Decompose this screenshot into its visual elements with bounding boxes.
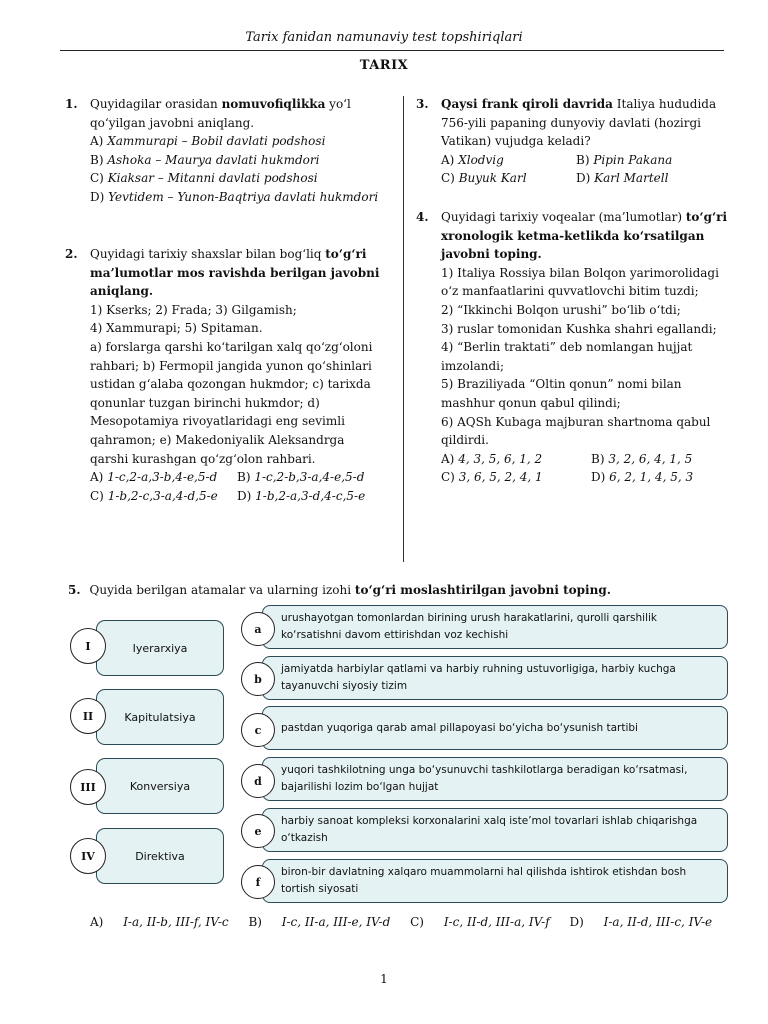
- definition-text: biron-bir davlatning xalqaro muammolarni hal qilishda ishtirok etishdan bosh tortish siyosati: [281, 866, 687, 895]
- definition-text: yuqori tashkilotning unga bo‘ysunuvchi tashkilotlarga beradigan ko‘rsatmasi, bajarilishi lozim bo‘lgan hujjat: [281, 764, 688, 793]
- option-list: [90, 132, 380, 206]
- stem-text: yo‘l qo‘yilgan javobni aniqlang.: [90, 97, 351, 130]
- option-d[interactable]: [591, 468, 731, 487]
- question-2: [65, 245, 380, 505]
- event-item: 5) Braziliyada “Oltin qonun” nomi bilan mashhur qonun qabul qilindi;: [441, 377, 682, 410]
- option-letter: D): [569, 915, 584, 929]
- letter-marker-f: f: [241, 865, 275, 899]
- definition-box-a: [262, 605, 728, 649]
- page-number: 1: [380, 972, 388, 986]
- definition-text: pastdan yuqoriga qarab amal pillapoyasi bo‘yicha bo‘ysunish tartibi: [281, 721, 638, 734]
- definition-box-e: [262, 808, 728, 852]
- term-label: Konversiya: [129, 779, 191, 793]
- option-text: Kiaksar – Mitanni davlati podshosi: [107, 171, 318, 186]
- option-text: I-c, II-d, III-a, IV-f: [443, 915, 550, 929]
- letter-marker-a: a: [241, 612, 275, 646]
- definition-box-f: [262, 859, 728, 903]
- option-text: I-c, II-a, III-e, IV-d: [281, 915, 391, 929]
- option-c[interactable]: [441, 169, 576, 188]
- stem-emphasis: to‘g‘ri moslashtirilgan javobni toping.: [354, 583, 611, 597]
- option-text: Yevtidem – Yunon-Baqtriya davlati hukmdori: [108, 189, 379, 204]
- option-letter: C): [441, 470, 455, 485]
- roman-marker-4: IV: [70, 838, 106, 874]
- option-a[interactable]: [90, 468, 237, 487]
- option-b[interactable]: [248, 915, 390, 929]
- option-letter: D): [237, 488, 252, 503]
- option-letter: B): [90, 152, 104, 167]
- option-letter: A): [90, 134, 104, 149]
- subject-title: TARIX: [359, 58, 409, 73]
- question-3: [416, 95, 731, 188]
- option-letter: B): [248, 915, 262, 929]
- column-divider: [403, 96, 404, 562]
- option-d[interactable]: [570, 915, 713, 929]
- stem-text: Quyidagi tarixiy voqealar (ma’lumotlar): [441, 210, 686, 224]
- question-1: [65, 95, 380, 207]
- header-rule: [60, 50, 724, 51]
- option-list: [441, 450, 731, 487]
- option-letter: C): [90, 488, 104, 503]
- stem-emphasis: to‘g‘ri ma’lumotlar mos ravishda berilgan javobni aniqlang.: [90, 247, 380, 299]
- roman-marker-3: III: [70, 769, 106, 805]
- letter-marker-e: e: [241, 814, 275, 848]
- option-b[interactable]: [576, 151, 726, 170]
- letter-marker-d: d: [241, 764, 275, 798]
- option-text: Ashoka – Maurya davlati hukmdori: [107, 152, 320, 167]
- option-letter: C): [410, 915, 424, 929]
- question-5-stem: [68, 581, 611, 599]
- option-c[interactable]: [441, 468, 591, 487]
- option-d[interactable]: [90, 188, 380, 207]
- option-text: I-a, II-b, III-f, IV-c: [123, 915, 229, 929]
- option-b[interactable]: [591, 450, 731, 469]
- event-item: 4) “Berlin traktati” deb nomlangan hujjat imzolandi;: [441, 340, 693, 373]
- option-text: Pipin Pakana: [593, 152, 673, 167]
- option-text: 1-c,2-b,3-a,4-e,5-d: [254, 470, 365, 485]
- option-letter: C): [441, 171, 455, 186]
- event-list: [441, 264, 731, 450]
- q5-option-list: [90, 915, 728, 929]
- question-number: 3.: [416, 97, 429, 111]
- option-d[interactable]: [237, 487, 387, 506]
- option-letter: A): [90, 915, 104, 929]
- term-box-1: [96, 620, 224, 676]
- option-letter: C): [90, 171, 104, 186]
- term-box-4: [96, 828, 224, 884]
- stem-emphasis: nomuvofiqlikka: [221, 97, 326, 111]
- option-letter: D): [90, 189, 105, 204]
- roman-marker-2: II: [70, 698, 106, 734]
- event-item: 2) “Ikkinchi Bolqon urushi” bo‘lib o‘tdi;: [441, 302, 681, 317]
- option-letter: B): [591, 451, 605, 466]
- question-4: [416, 208, 731, 487]
- question-stem: [90, 95, 380, 132]
- definition-text: jamiyatda harbiylar qatlami va harbiy ruhning ustuvorligiga, harbiy kuchga tayanuvchi siyosiy tizim: [281, 663, 676, 692]
- option-text: I-a, II-d, III-c, IV-e: [603, 915, 713, 929]
- option-text: 1-c,2-a,3-b,4-e,5-d: [107, 470, 218, 485]
- option-list: [441, 151, 731, 188]
- term-box-3: [96, 758, 224, 814]
- definition-box-d: [262, 757, 728, 801]
- option-a[interactable]: [441, 151, 576, 170]
- stem-emphasis: to‘g‘ri xronologik ketma-ketlikda ko‘rsatilgan javobni toping.: [441, 210, 728, 262]
- option-letter: D): [591, 470, 606, 485]
- option-text: Buyuk Karl: [458, 171, 527, 186]
- term-box-2: [96, 689, 224, 745]
- stem-text: Quyidagilar orasidan: [90, 97, 222, 111]
- definition-box-b: [262, 656, 728, 700]
- header-title: Tarix fanidan namunaviy test topshiriqlari: [245, 30, 523, 45]
- option-a[interactable]: [90, 915, 229, 929]
- stem-text: Italiya hududida 756-yili papaning dunyoviy davlati (hozirgi Vatikan) vujudga keladi?: [441, 97, 717, 149]
- question-number: 2.: [65, 247, 78, 261]
- question-stem: [441, 208, 731, 264]
- option-letter: B): [237, 470, 251, 485]
- letter-marker-b: b: [241, 662, 275, 696]
- option-list: [90, 468, 380, 505]
- question-stem: [441, 95, 731, 151]
- question-number: 4.: [416, 210, 429, 224]
- option-text: Xammurapi – Bobil davlati podshosi: [107, 134, 326, 149]
- option-letter: A): [441, 152, 455, 167]
- letter-marker-c: c: [241, 713, 275, 747]
- stem-text: Quyida berilgan atamalar va ularning izohi: [89, 583, 355, 597]
- option-text: Xlodvig: [458, 152, 504, 167]
- definition-text: urushayotgan tomonlardan birining urush harakatlarini, qurolli qarshilik ko‘rsatishni davom ettirishdan voz kechishi: [281, 612, 658, 641]
- option-text: 4, 3, 5, 6, 1, 2: [458, 451, 543, 466]
- stem-emphasis: Qaysi frank qiroli davrida: [441, 97, 613, 111]
- option-a[interactable]: [90, 132, 380, 151]
- option-text: Karl Martell: [594, 171, 669, 186]
- descriptions: a) forslarga qarshi ko‘tarilgan xalq qo‘zg‘oloni rahbari; b) Fermopil jangida yunon qo‘shinlari ustidan g‘alaba qozongan hukmdor; c) tarixda qonunlar tuzgan birinchi hukmdor; d) Mesopotamiya rivoyatlaridagi eng sevimli qahramon; e) Makedoniyalik Aleksandrga qarshi kurashgan qo‘zg‘olon rahbari.: [90, 339, 373, 466]
- persons-line-2: 4) Xammurapi; 5) Spitaman.: [90, 321, 263, 336]
- term-label: Direktiva: [135, 849, 185, 863]
- definition-text: harbiy sanoat kompleksi korxonalarini xalq iste’mol tovarlari ishlab chiqarishga o‘tkazish: [281, 815, 698, 844]
- option-b[interactable]: [90, 151, 380, 170]
- definition-box-c: [262, 706, 728, 750]
- option-text: 1-b,2-a,3-d,4-c,5-e: [255, 488, 366, 503]
- option-letter: B): [576, 152, 590, 167]
- option-letter: D): [576, 171, 591, 186]
- option-letter: A): [441, 451, 455, 466]
- option-b[interactable]: [237, 468, 387, 487]
- option-c[interactable]: [90, 169, 380, 188]
- question-stem: [90, 245, 380, 301]
- question-number: 1.: [65, 97, 78, 111]
- question-number: 5.: [68, 583, 81, 597]
- option-text: 1-b,2-c,3-a,4-d,5-e: [107, 488, 218, 503]
- event-item: 1) Italiya Rossiya bilan Bolqon yarimorolidagi o‘z manfaatlarini quvvatlovchi bitim tuzdi;: [441, 265, 719, 299]
- roman-marker-1: I: [70, 628, 106, 664]
- option-letter: A): [90, 470, 104, 485]
- option-c[interactable]: [90, 487, 237, 506]
- option-text: 6, 2, 1, 4, 5, 3: [609, 470, 694, 485]
- persons-line-1: 1) Kserks; 2) Frada; 3) Gilgamish;: [90, 302, 297, 317]
- event-item: 3) ruslar tomonidan Kushka shahri egallandi;: [441, 321, 717, 336]
- option-text: 3, 6, 5, 2, 4, 1: [458, 470, 543, 485]
- term-label: Kapitulatsiya: [124, 710, 196, 724]
- option-text: 3, 2, 6, 4, 1, 5: [608, 451, 693, 466]
- stem-text: Quyidagi tarixiy shaxslar bilan bog‘liq: [90, 247, 326, 261]
- term-label: Iyerarxiya: [132, 641, 188, 655]
- event-item: 6) AQSh Kubaga majburan shartnoma qabul qildirdi.: [441, 414, 711, 448]
- option-d[interactable]: [576, 169, 726, 188]
- option-a[interactable]: [441, 450, 591, 469]
- option-c[interactable]: [410, 915, 550, 929]
